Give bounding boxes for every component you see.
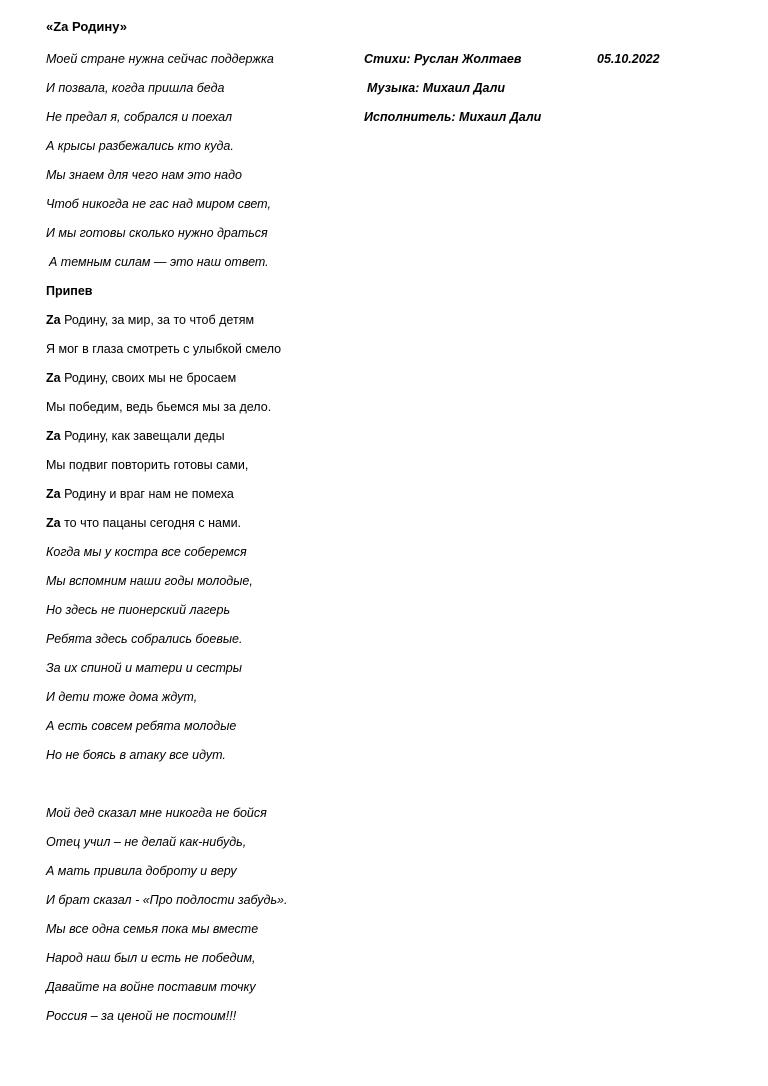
chorus-line: [46, 457, 346, 486]
verse2-line: Но не боясь в атаку все идут.: [46, 748, 226, 762]
verse2-line: А есть совсем ребята молодые: [46, 719, 237, 733]
verse1-line: А темным силам — это наш ответ.: [49, 255, 269, 269]
chorus-line: [46, 399, 346, 428]
verse1-line: И мы готовы сколько нужно драться: [46, 226, 268, 240]
chorus-line-text: Родину, за мир, за то чтоб детям: [60, 313, 255, 327]
credit-lyrics-line: [364, 51, 744, 80]
verse1-line: А крысы разбежались кто куда.: [46, 139, 234, 153]
verse1-line: Мы знаем для чего нам это надо: [46, 168, 242, 182]
stanza-gap: [46, 776, 346, 805]
chorus-line: [46, 370, 346, 399]
verse3-line: Отец учил – не делай как-нибудь,: [46, 835, 247, 849]
chorus-label: Припев: [46, 284, 93, 298]
chorus-line-text: Я мог в глаза смотреть с улыбкой смело: [46, 342, 282, 356]
song-date: 05.10.2022: [597, 52, 660, 66]
chorus-line-prefix: Zа: [46, 429, 61, 443]
verse2-line: За их спиной и матери и сестры: [46, 661, 242, 675]
chorus-line-text: Мы подвиг повторить готовы сами,: [46, 458, 249, 472]
verse3-line: Народ наш был и есть не победим,: [46, 951, 256, 965]
verse1-line: Не предал я, собрался и поехал: [46, 110, 233, 124]
chorus-line: [46, 428, 346, 457]
verse2-line: Но здесь не пионерский лагерь: [46, 603, 231, 617]
chorus-line-prefix: Zа: [46, 516, 61, 530]
chorus-line-text: то что пацаны сегодня с нами.: [60, 516, 242, 530]
verse3-line: Россия – за ценой не постоим!!!: [46, 1009, 237, 1023]
chorus-line-prefix: Zа: [46, 313, 61, 327]
verse1-line: Моей стране нужна сейчас поддержка: [46, 52, 274, 66]
chorus-line-text: Мы победим, ведь бьемся мы за дело.: [46, 400, 272, 414]
verse3-line: Мой дед сказал мне никогда не бойся: [46, 806, 267, 820]
chorus-line-prefix: Zа: [46, 487, 61, 501]
chorus-line: [46, 341, 346, 370]
verse2-line: И дети тоже дома ждут,: [46, 690, 198, 704]
verse3-line: Давайте на войне поставим точку: [46, 980, 256, 994]
credit-performer: Исполнитель: Михаил Дали: [364, 110, 542, 124]
chorus-line: [46, 312, 346, 341]
credits-block: [364, 51, 744, 138]
chorus-line-text: Родину и враг нам не помеха: [60, 487, 234, 501]
verse2-line: Когда мы у костра все соберемся: [46, 545, 247, 559]
chorus-line-text: Родину, как завещали деды: [60, 429, 225, 443]
verse2-line: Ребята здесь собрались боевые.: [46, 632, 243, 646]
chorus-line: [46, 486, 346, 515]
verse3-line: А мать привила доброту и веру: [46, 864, 237, 878]
song-title: «Zа Родину»: [46, 19, 128, 34]
verse1-line: И позвала, когда пришла беда: [46, 81, 225, 95]
chorus-line-prefix: Zа: [46, 371, 61, 385]
credit-music: Музыка: Михаил Дали: [367, 81, 506, 95]
lyrics-body: [46, 51, 346, 1037]
verse1-line: Чтоб никогда не гас над миром свет,: [46, 197, 271, 211]
chorus-line: [46, 515, 346, 544]
verse2-line: Мы вспомним наши годы молодые,: [46, 574, 253, 588]
verse3-line: И брат сказал - «Про подлости забудь».: [46, 893, 288, 907]
chorus-line-text: Родину, своих мы не бросаем: [60, 371, 237, 385]
verse3-line: Мы все одна семья пока мы вместе: [46, 922, 259, 936]
credit-lyrics: Стихи: Руслан Жолтаев: [364, 52, 522, 66]
